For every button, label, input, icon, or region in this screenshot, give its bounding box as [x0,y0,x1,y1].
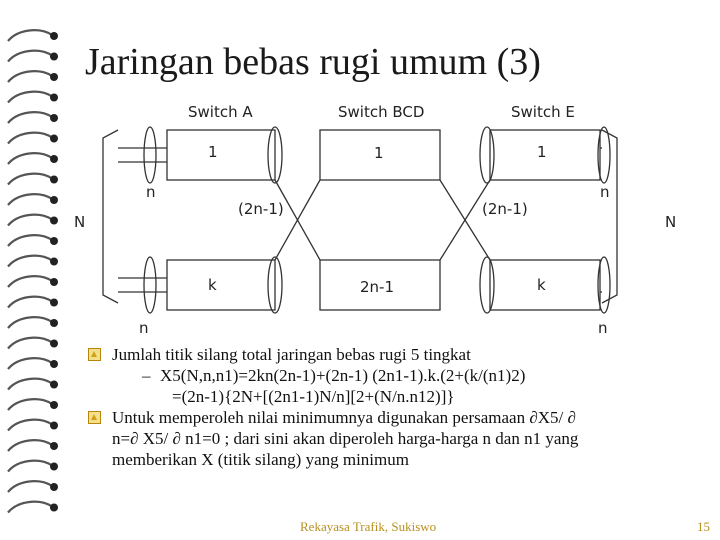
slide-title: Jaringan bebas rugi umum (3) [85,41,541,83]
bullet-2-line-3: memberikan X (titik silang) yang minimum [112,450,409,469]
right-link-count: (2n-1) [482,200,528,218]
page-number: 15 [697,519,710,534]
slide-footer: Rekayasa Trafik, Sukiswo [300,519,437,534]
e-bottom-input-group [480,257,494,313]
switch-a-bottom-index: k [208,276,217,294]
switch-a-top-box [167,130,275,180]
switch-a-n-label: n [146,183,156,201]
a-top-input-group [144,127,156,183]
e-top-input-group [480,127,494,183]
bullet-2-line-1: Untuk memperoleh nilai minimumnya digunakan persamaan ∂X5/ ∂ [112,408,576,427]
switch-e-top-index: 1 [537,143,547,161]
switch-e-n-label: n [600,183,610,201]
sub-bullet-formula: – X5(N,n,n1)=2kn(2n-1)+(2n-1) (2n1-1).k.(2+(k/(n1)2) [142,366,526,385]
formula-line-2: =(2n-1){2N+[(2n1-1)N/n][2+(N/n.n12)]} [172,387,455,406]
left-n-bracket [103,130,118,303]
switch-e-label: Switch E [511,103,575,121]
formula-line-1: X5(N,n,n1)=2kn(2n-1)+(2n-1) (2n1-1).k.(2+(k/(n1)2) [160,366,526,385]
bottom-right-n-label: n [598,319,608,337]
switch-a-bottom-box [167,260,275,310]
bottom-left-n-label: n [139,319,149,337]
left-link-count: (2n-1) [238,200,284,218]
left-n-total: N [74,213,86,231]
bullet-2-line-2: n=∂ X5/ ∂ n1=0 ; dari sini akan diperoleh harga-harga n dan n1 yang [112,429,579,448]
bullet-item-1 [88,344,698,365]
bullet-item-2 [88,407,698,428]
right-n-total: N [665,213,677,231]
bullet-marker-icon [88,411,101,424]
switch-bcd-label: Switch BCD [338,103,425,121]
switch-a-top-index: 1 [208,143,218,161]
switch-e-bottom-index: k [537,276,546,294]
bullet-marker-icon [88,348,101,361]
bullet-1-text: Jumlah titik silang total jaringan bebas rugi 5 tingkat [112,345,471,364]
switch-bcd-top-index: 1 [374,144,384,162]
switch-a-label: Switch A [188,103,253,121]
a-bottom-input-group [144,257,156,313]
switch-bcd-bottom-index: 2n-1 [360,278,395,296]
bullet-list [88,344,698,470]
